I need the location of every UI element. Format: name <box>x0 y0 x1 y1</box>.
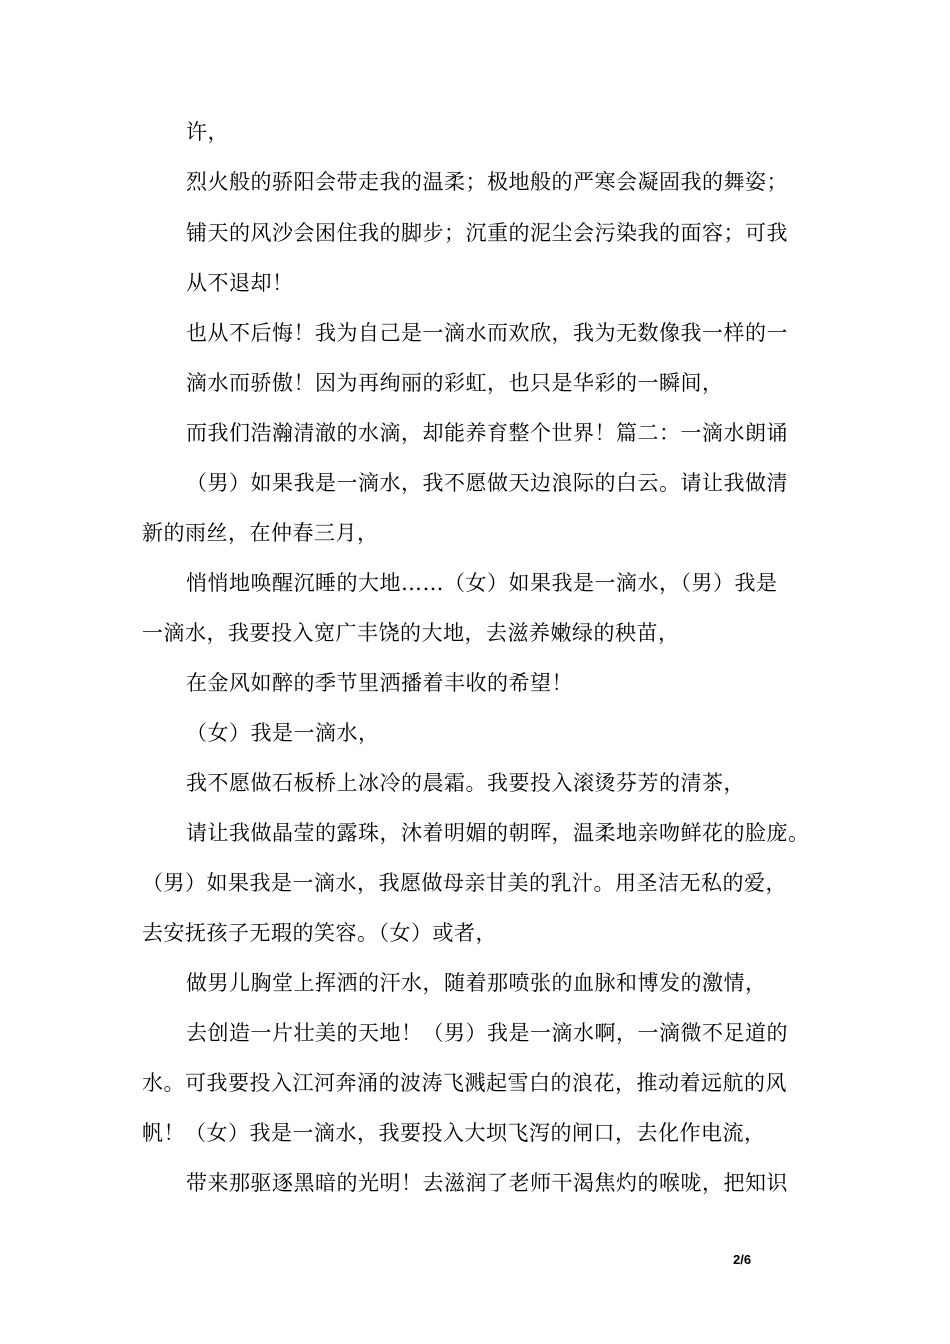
text-line: 去创造一片壮美的天地！（男）我是一滴水啊，一滴微不足道的 <box>186 1021 788 1045</box>
text-line: （女）我是一滴水， <box>186 721 380 745</box>
text-line: 一滴水，我要投入宽广丰饶的大地，去滋养嫩绿的秧苗， <box>142 621 680 645</box>
text-line: 帆！（女）我是一滴水，我要投入大坝飞泻的闸口，去化作电流， <box>142 1121 766 1145</box>
text-line: 做男儿胸堂上挥洒的汗水，随着那喷张的血脉和博发的激情， <box>186 971 767 995</box>
text-line: 而我们浩瀚清澈的水滴，却能养育整个世界！篇二：一滴水朗诵 <box>186 421 788 445</box>
text-line: 在金风如醉的季节里洒播着丰收的希望！ <box>186 671 573 695</box>
text-line: 滴水而骄傲！因为再绚丽的彩虹，也只是华彩的一瞬间， <box>186 371 724 395</box>
page-number: 2/6 <box>733 1252 752 1267</box>
text-line: 我不愿做石板桥上冰冷的晨霜。我要投入滚烫芬芳的清茶， <box>186 771 745 795</box>
text-line: 从不退却！ <box>186 271 294 295</box>
text-line: 烈火般的骄阳会带走我的温柔；极地般的严寒会凝固我的舞姿； <box>186 170 788 194</box>
text-line: 许， <box>186 120 229 144</box>
text-line: （男）如果我是一滴水，我不愿做天边浪际的白云。请让我做清 <box>186 471 788 495</box>
text-line: 请让我做晶莹的露珠，沐着明媚的朝晖，温柔地亲吻鲜花的脸庞。 <box>186 821 810 845</box>
text-line: 带来那驱逐黑暗的光明！去滋润了老师干渴焦灼的喉咙，把知识 <box>186 1171 788 1195</box>
text-line: 也从不后悔！我为自己是一滴水而欢欣，我为无数像我一样的一 <box>186 321 788 345</box>
text-line: 悄悄地唤醒沉睡的大地……（女）如果我是一滴水，（男）我是 <box>186 571 778 595</box>
text-line: 铺天的风沙会困住我的脚步；沉重的泥尘会污染我的面容；可我 <box>186 221 788 245</box>
text-line: 新的雨丝，在仲春三月， <box>142 521 379 545</box>
text-line: 去安抚孩子无瑕的笑容。（女）或者， <box>142 921 497 945</box>
text-line: （男）如果我是一滴水，我愿做母亲甘美的乳汁。用圣洁无私的爱， <box>142 871 787 895</box>
text-line: 水。可我要投入江河奔涌的波涛飞溅起雪白的浪花，推动着远航的风 <box>142 1071 787 1095</box>
